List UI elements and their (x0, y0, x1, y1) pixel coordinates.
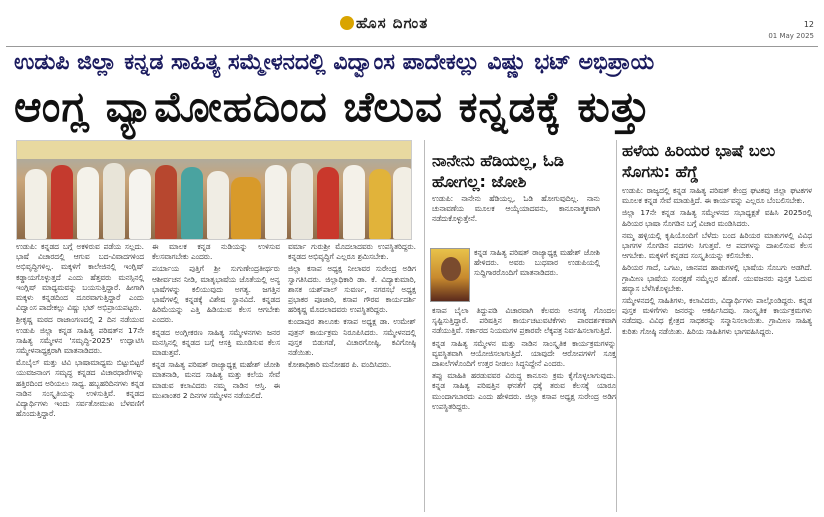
person-figure (25, 169, 47, 239)
paragraph: ಕಸಾಪ ಬೈಲಾ ತಿದ್ದುಪಡಿ ವಿಚಾರವಾಗಿ ಕೆಲವರು ಅನಗತ್ಯ ಗೊಂದಲ ಸೃಷ್ಟಿಸುತ್ತಿದ್ದಾರೆ. ಪರಿಷತ್ತಿನ ಕಾರ್ಯಚಟುವಟಿಕೆಗಳು ಪಾರದರ್ಶಕವಾಗಿ ನಡೆಯುತ್ತಿವೆ. ಸರ್ಕಾರದ ನಿಯಮಗಳ ಪ್ರಕಾರವೇ ಲೆಕ್ಕಪತ್ರ ನಿರ್ವಹಿಸಲಾಗುತ್ತಿದೆ. (432, 306, 616, 336)
person-figure (77, 167, 99, 239)
person-figure (155, 165, 177, 239)
paragraph: ಕನ್ನಡದ ಅಂಗ್ಲೀಕರಣ ಸಾಹಿತ್ಯ ಸಮ್ಮೇಳನಗಳು ಜನರ ಮನಸ್ಸಿನಲ್ಲಿ ಕನ್ನಡದ ಬಗ್ಗೆ ಆಸಕ್ತಿ ಮೂಡಿಸುವ ಕೆಲಸ ಮಾಡುತ್ತವೆ. (152, 327, 280, 358)
paragraph: ಕುಂದಾಪುರ ತಾಲೂಕು ಕಸಾಪ ಅಧ್ಯಕ್ಷ ಡಾ. ಉಮೇಶ್ ಪುತ್ರನ್ ಕಾರ್ಯಕ್ರಮ ನಿರೂಪಿಸಿದರು. ಸಮ್ಮೇಳನದಲ್ಲಿ ಪುಸ್ತಕ ಬಿಡುಗಡೆ, ವಿಚಾರಗೋಷ್ಠಿ, ಕವಿಗೋಷ್ಠಿ ನಡೆಯಿತು. (288, 317, 416, 358)
person-figure (207, 171, 229, 239)
page-number: 12 (803, 20, 814, 29)
person-figure (129, 169, 151, 239)
paragraph: ಕನ್ನಡ ಸಾಹಿತ್ಯ ಪರಿಷತ್ ರಾಜ್ಯಾಧ್ಯಕ್ಷ ಮಹೇಶ್ ಜೋಶಿ ಮಾತನಾಡಿ, ಮನದ ಸಾಹಿತ್ಯ ಮತ್ತು ಕಲೆಯ ಸೇವೆ ಮಾಡುವ ಕಲಾವಿದರು ನಮ್ಮ ನಾಡಿನ ಆಸ್ತಿ. ಈ ಮುಖಾಂತರ 2 ದಿನಗಳ ಸಮ್ಮೇಳನ ನಡೆಯಲಿದೆ. (152, 360, 280, 400)
person-figure (317, 167, 339, 239)
main-kicker: ಉಡುಪಿ ಜಿಲ್ಲಾ ಕನ್ನಡ ಸಾಹಿತ್ಯ ಸಮ್ಮೇಳನದಲ್ಲಿ ವಿದ್ವಾಂಸ ಪಾದೇಕಲ್ಲು ವಿಷ್ಣು ಭಟ್ ಅಭಿಪ್ರಾಯ (14, 50, 655, 75)
paragraph: ಜಿಲ್ಲಾ ಕಸಾಪ ಅಧ್ಯಕ್ಷ ನೀಲಾವರ ಸುರೇಂದ್ರ ಅಡಿಗ ಸ್ವಾಗತಿಸಿದರು. ಜಿಲ್ಲಾಧಿಕಾರಿ ಡಾ. ಕೆ. ವಿದ್ಯಾಕುಮಾರಿ, ಶಾಸಕ ಯಶ್‌ಪಾಲ್ ಸುವರ್ಣ, ನಗರಸಭೆ ಅಧ್ಯಕ್ಷ ಪ್ರಭಾಕರ ಪೂಜಾರಿ, ಕಸಾಪ ಗೌರವ ಕಾರ್ಯದರ್ಶಿ ಹರಿಕೃಷ್ಣ ಮೊದಲಾದವರು ಉಪಸ್ಥಿತರಿದ್ದರು. (288, 264, 416, 315)
hegde-body (622, 186, 812, 512)
paragraph: ಕೋಶಾಧಿಕಾರಿ ಮನೋಹರ ಪಿ. ವಂದಿಸಿದರು. (288, 360, 392, 370)
main-column-2 (152, 242, 280, 512)
joshi-beside-photo (474, 248, 600, 304)
portrait-face (441, 257, 461, 281)
paragraph: ಕನ್ನಡ ಸಾಹಿತ್ಯ ಸಮ್ಮೇಳನ ಮತ್ತು ನಾಡಿನ ಸಾಂಸ್ಕೃತಿಕ ಕಾರ್ಯಕ್ರಮಗಳನ್ನು ವ್ಯವಸ್ಥಿತವಾಗಿ ಆಯೋಜಿಸಲಾಗುತ್ತಿದೆ. ಯಾವುದೇ ಆರೋಪಗಳಿಗೆ ಸೂಕ್ತ ದಾಖಲೆಗಳೊಂದಿಗೆ ಉತ್ತರ ನೀಡಲು ಸಿದ್ಧನಿದ್ದೇನೆ ಎಂದರು. (432, 338, 616, 369)
paragraph: ಜಿಲ್ಲಾ 17ನೇ ಕನ್ನಡ ಸಾಹಿತ್ಯ ಸಮ್ಮೇಳನದ ಸಭಾಧ್ಯಕ್ಷತೆ ವಹಿಸಿ 2025ರಲ್ಲಿ ಹಿರಿಯರ ಭಾಷಾ ಸೊಗಡಿನ ಬಗ್ಗೆ ವಿಚಾರ ಮಂಡಿಸಿದರು. (622, 208, 812, 228)
paragraph: ಸಮ್ಮೇಳನದಲ್ಲಿ ಸಾಹಿತಿಗಳು, ಕಲಾವಿದರು, ವಿದ್ಯಾರ್ಥಿಗಳು ಪಾಲ್ಗೊಂಡಿದ್ದರು. ಕನ್ನಡ ಪುಸ್ತಕ ಮಳಿಗೆಗಳು ಜನರನ್ನು ಆಕರ್ಷಿಸಿದವು. ಸಾಂಸ್ಕೃತಿಕ ಕಾರ್ಯಕ್ರಮಗಳು ನಡೆದವು. ವಿವಿಧ ಕ್ಷೇತ್ರದ ಸಾಧಕರನ್ನು ಸನ್ಮಾನಿಸಲಾಯಿತು. ಗ್ರಾಮೀಣ ಸಾಹಿತ್ಯ ಕುರಿತು ಗೋಷ್ಠಿ ನಡೆಯಿತು. ಹಿರಿಯ ಸಾಹಿತಿಗಳು ಭಾಗವಹಿಸಿದ್ದರು. (622, 296, 812, 336)
paragraph: ಹಿರಿಯರ ಗಾದೆ, ಒಗಟು, ಜಾನಪದ ಹಾಡುಗಳಲ್ಲಿ ಭಾಷೆಯ ಸೊಬಗು ಅಡಗಿದೆ. ಗ್ರಾಮೀಣ ಭಾಷೆಯ ಸಂರಕ್ಷಣೆ ನಮ್ಮೆಲ್ಲರ ಹೊಣೆ. ಯುವಜನರು ಪುಸ್ತಕ ಓದುವ ಹವ್ಯಾಸ ಬೆಳೆಸಿಕೊಳ್ಳಬೇಕು. (622, 263, 812, 293)
joshi-intro (432, 194, 600, 246)
logo-text: ಹೊಸ ದಿಗಂತ (356, 14, 429, 32)
paragraph: ಉಡುಪಿ: ಕನ್ನಡದ ಬಗ್ಗೆ ಅಕಳಿರುವ ಪಡೆಯ ಸಲ್ಲದು. ಭಾಷೆ ವಿಚಾರದಲ್ಲಿ ಆಗುವ ಬದ-ವಿವಾದಗಳಿಂದ ಅಭಿವೃದ್ಧಿಗಳಿಲ್ಲ. ಮಕ್ಕಳಿಗೆ ಕಾಲೇಜಿನಲ್ಲಿ ಇಂಗ್ಲಿಷ್ ಕಡ್ಡಾಯಗೊಳ್ಳುತ್ತದೆ ಎಂದು ಹೆತ್ತವರು ಮನಸ್ಸಿನಲ್ಲಿ ಇಂಗ್ಲಿಷ್ ಮಾಧ್ಯಮವನ್ನು ಬಯಸುತ್ತಿದ್ದಾರೆ. ಹೀಗಾಗಿ ಮಕ್ಕಳು ಕನ್ನಡದಿಂದ ದೂರವಾಗುತ್ತಿದ್ದಾರೆ ಎಂದು ವಿದ್ವಾಂಸ ಪಾದೇಕಲ್ಲು ವಿಷ್ಣು ಭಟ್ ಅಭಿಪ್ರಾಯಪಟ್ಟರು. (16, 242, 144, 313)
person-figure (393, 167, 412, 239)
main-column-3 (288, 242, 416, 512)
person-figure (103, 163, 125, 239)
paragraph: ಪರ್ಯಾಯ ಪುತ್ತಿಗೆ ಶ್ರೀ ಸುಗುಣೇಂದ್ರತೀರ್ಥರು ಆಶೀರ್ವಚನ ನೀಡಿ, ಮಾತೃಭಾಷೆಯ ಜೊತೆಯಲ್ಲಿ ಅನ್ಯ ಭಾಷೆಗಳನ್ನು ಕಲಿಯುವುದು ಅಗತ್ಯ. ಜಗತ್ತಿನ ಭಾಷೆಗಳಲ್ಲಿ ಕನ್ನಡಕ್ಕೆ ವಿಶೇಷ ಸ್ಥಾನವಿದೆ. ಕನ್ನಡದ ಹಿರಿಮೆಯನ್ನು ಎತ್ತಿ ಹಿಡಿಯುವ ಕೆಲಸ ಆಗಬೇಕು ಎಂದರು. (152, 264, 280, 325)
paragraph: ನಮ್ಮ ಹಳ್ಳಿಯಲ್ಲಿ ಕೃಷಿಯೊಂದಿಗೆ ಬೆಳೆದು ಬಂದ ಹಿರಿಯರ ಮಾತುಗಳಲ್ಲಿ ವಿವಿಧ ಭಾಗಗಳ ಸೊಗಡಿನ ಪದಗಳು ಸಿಗುತ್ತವೆ. ಆ ಪದಗಳನ್ನು ದಾಖಲಿಸುವ ಕೆಲಸ ಆಗಬೇಕು. ಮಕ್ಕಳಿಗೆ ಕನ್ನಡದ ಸಂಸ್ಕೃತಿಯನ್ನು ಕಲಿಸಬೇಕು. (622, 230, 812, 261)
paragraph: ಈ ಮಾಲಕ ಕನ್ನಡ ನುಡಿಯನ್ನು ಉಳಿಸುವ ಕೆಲಸವಾಗಬೇಕು ಎಂದರು. (152, 242, 280, 262)
joshi-headline: ನಾನೇನು ಹೆಡಿಯಲ್ಲ, ಓಡಿ ಹೋಗಲ್ಲ: ಜೋಶಿ (432, 151, 564, 191)
person-figure (291, 163, 313, 239)
main-headline: ಆಂಗ್ಲ ವ್ಯಾಮೋಹದಿಂದ ಚೆಲುವ ಕನ್ನಡಕ್ಕೆ ಕುತ್ತು (14, 82, 651, 131)
person-figure (265, 165, 287, 239)
paragraph: ವರ್ಮಾ ಗುರುಶ್ರೀ ಮೊದಲಾದವರು ಉಪಸ್ಥಿತರಿದ್ದರು. ಕನ್ನಡದ ಅಭಿವೃದ್ಧಿಗೆ ಎಲ್ಲರೂ ಶ್ರಮಿಸಬೇಕು. (288, 242, 416, 262)
person-figure (369, 169, 391, 239)
issue-date: 01 May 2025 (768, 32, 814, 40)
column-divider (424, 140, 425, 512)
main-column-1 (16, 242, 144, 512)
paragraph: ತಪ್ಪು ಮಾಹಿತಿ ಹರಡುವವರ ವಿರುದ್ಧ ಕಾನೂನು ಕ್ರಮ ಕೈಗೊಳ್ಳಲಾಗುವುದು. ಕನ್ನಡ ಸಾಹಿತ್ಯ ಪರಿಷತ್ತಿನ ಘನತೆಗೆ ಧಕ್ಕೆ ತರುವ ಕೆಲಸಕ್ಕೆ ಯಾರೂ ಮುಂದಾಗಬಾರದು ಎಂದು ಹೇಳಿದರು. ಜಿಲ್ಲಾ ಕಸಾಪ ಅಧ್ಯಕ್ಷ ಸುರೇಂದ್ರ ಅಡಿಗ ಉಪಸ್ಥಿತರಿದ್ದರು. (432, 371, 616, 411)
paragraph: ಮೊಬೈಲ್ ಮತ್ತು ಟಿವಿ ಭಾಷಾಮಾಧ್ಯಮ ಬಿಟ್ಟುಬಿಟ್ಟರೆ ಯುವಜನಾಂಗ ಸಮೃದ್ಧ ಕನ್ನಡದ ವಿಚಾರಧಾರೆಗಳನ್ನು ಹತ್ತಿರದಿಂದ ಅರಿಯಲು ಸಾಧ್ಯ. ಹಬ್ಬಹರಿದಿನಗಳು ಕನ್ನಡ ನಾಡಿನ ಸಂಸ್ಕೃತಿಯನ್ನು ಉಳಿಸುತ್ತಿವೆ. ಕನ್ನಡದ ವಿದ್ಯಾರ್ಥಿಗಳು ಇಂದು ಸರ್ವತೋಮುಖ ಬೆಳವಣಿಗೆ ಹೊಂದುತ್ತಿದ್ದಾರೆ. (16, 358, 144, 419)
newspaper-logo (340, 14, 428, 32)
joshi-body (432, 306, 616, 512)
paragraph: ಕನ್ನಡ ಸಾಹಿತ್ಯ ಪರಿಷತ್ ರಾಜ್ಯಾಧ್ಯಕ್ಷ ಮಹೇಶ್ ಜೋಶಿ ಹೇಳಿದರು. ಅವರು ಬುಧವಾರ ಉಡುಪಿಯಲ್ಲಿ ಸುದ್ದಿಗಾರರೊಂದಿಗೆ ಮಾತನಾಡಿದರು. (474, 248, 600, 278)
paragraph: ಉಡುಪಿ: ನಾನೇನು ಹೆಡಿಯಲ್ಲ, ಓಡಿ ಹೋಗುವುದಿಲ್ಲ. ನಾನು ಚುನಾವಣೆಯ ಮೂಲಕ ಆಯ್ಕೆಯಾದವನು, ಕಾನೂನಾತ್ಮಕವಾಗಿ ನಡೆದುಕೊಳ್ಳುತ್ತೇನೆ. (432, 194, 600, 224)
hegde-headline: ಹಳೆಯ ಹಿರಿಯರ ಭಾಷೆ ಬಲು ಸೊಗಸು: ಹೆಗ್ಡೆ (622, 141, 776, 181)
paragraph: ಉಡುಪಿ: ರಾಜ್ಯದಲ್ಲಿ ಕನ್ನಡ ಸಾಹಿತ್ಯ ಪರಿಷತ್ ಕೇಂದ್ರ ಘಟಕವು ಜಿಲ್ಲಾ ಘಟಕಗಳ ಮೂಲಕ ಕನ್ನಡ ಸೇವೆ ಮಾಡುತ್ತಿದೆ. ಈ ಕಾರ್ಯವನ್ನು ಎಲ್ಲರೂ ಬೆಂಬಲಿಸಬೇಕು. (622, 186, 812, 206)
joshi-portrait (430, 248, 470, 302)
column-divider (616, 140, 617, 512)
stage-banner (17, 141, 411, 159)
person-figure (51, 165, 73, 239)
masthead (0, 0, 824, 38)
person-figure (343, 165, 365, 239)
paragraph: ಶ್ರೀಕೃಷ್ಣ ಮಠದ ರಾಜಾಂಗಣದಲ್ಲಿ 2 ದಿನ ನಡೆಯುವ ಉಡುಪಿ ಜಿಲ್ಲಾ ಕನ್ನಡ ಸಾಹಿತ್ಯ ಪರಿಷತ್‌ನ 17ನೇ ಸಾಹಿತ್ಯ ಸಮ್ಮೇಳನ 'ಸಮೃದ್ಧಿ-2025' ಉದ್ಘಾಟಿಸಿ ಸಮ್ಮೇಳನಾಧ್ಯಕ್ಷರಾಗಿ ಮಾತನಾಡಿದರು. (16, 315, 144, 356)
idol-figure (231, 177, 261, 239)
person-figure (181, 167, 203, 239)
logo-sun-icon (340, 16, 354, 30)
event-photo (16, 140, 412, 240)
top-divider (6, 46, 818, 47)
